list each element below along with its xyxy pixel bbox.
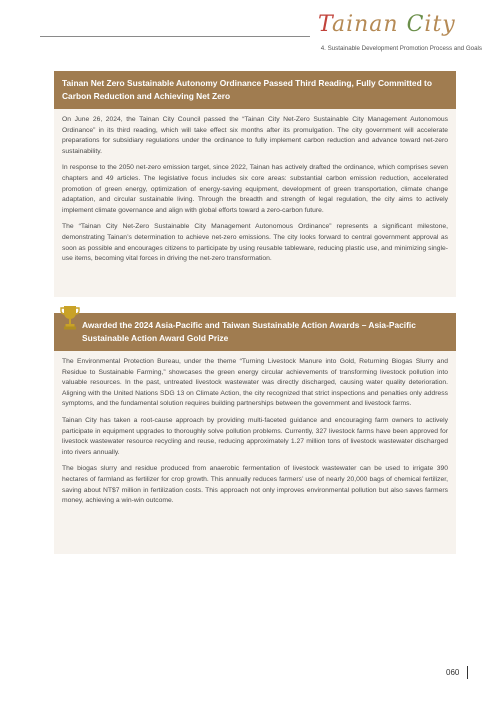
trophy-icon [60,304,80,332]
section-heading: Tainan Net Zero Sustainable Autonomy Ordinance Passed Third Reading, Fully Committed to Carbon Reduction and Achieving Net Zero [54,71,456,109]
paragraph: Tainan City has taken a root-cause approach by providing multi-faceted guidance and encouraging farm owners to actively participate in equipment upgrades to thoroughly solve pollution problems. Currently, 327 livestock farms have been approved for livestock wastewater resource recycling and reuse, reducing approximately 1.27 million tons of livestock wastewater discharged into rivers annually. [62,416,448,456]
paragraph: On June 26, 2024, the Tainan City Council passed the “Tainan City Net-Zero Sustainable City Management Autonomous Ordinance” in its third reading, which will take effect six months after its promulgation. The city government will accelerate preparations for subsidiary regulations under the ordinance to fully implement carbon reduction and advance toward net-zero sustainability. [62,116,448,155]
award-section [54,313,456,554]
section-subtitle: 4. Sustainable Development Promotion Process and Goals [320,45,482,52]
paragraph: The Environmental Protection Bureau, under the theme “Turning Livestock Manure into Gold, Returning Biogas Slurry and Residue to Sustainable Farming,” showcases the green energy circular achievements of transforming livestock pollution into valuable resources. In the past, untreated livestock wastewater was directly discharged, causing water quality deterioration. Aligning with the United Nations SDG 13 on Climate Action, the city recognized that strict inspections and penalties only address symptoms, and the fundamental solution requires building partnerships between the government and livestock farms. [62,358,448,408]
section-body [54,351,456,507]
header-rule [40,36,310,37]
section-body [54,109,456,265]
paragraph: The biogas slurry and residue produced from anaerobic fermentation of livestock wastewater can be used to irrigate 390 hectares of farmland as fertilizer for crop growth. This annually reduces farmers’ use of nearly 20,000 bags of chemical fertilizer, saving about NT$7 million in fertilization costs. This approach not only improves environmental pollution but also saves farmers money, achieving a win-win outcome. [62,465,448,505]
page-number: 060 [446,668,460,677]
tainan-city-logo: Tainan City [318,12,456,37]
paragraph: The “Tainan City Net-Zero Sustainable City Management Autonomous Ordinance” represents a significant milestone, demonstrating Tainan’s determination to achieve net-zero emissions. The city looks forward to central government approval as soon as possible and encourages citizens to participate by using reusable tableware, reducing plastic use, and minimizing single-use items, becoming vital forces in driving the net-zero transformation. [62,223,448,263]
section-heading: Awarded the 2024 Asia-Pacific and Taiwan Sustainable Action Awards – Asia-Pacific Sustainable Action Award Gold Prize [54,313,456,351]
paragraph: In response to the 2050 net-zero emission target, since 2022, Tainan has actively drafted the ordinance, which comprises seven chapters and 49 articles. The legislative focus includes six core areas: substantial carbon emission reduction, accelerated promotion of green energy, optimization of energy-saving equipment, development of green transportation, climate change adaptation, and circular sustainable living. Through the breadth and strength of legal regulation, the city aims to actively implement climate governance and align with global efforts toward a zero-carbon future. [62,164,448,214]
page-number-divider [467,666,468,679]
ordinance-section [54,71,456,297]
